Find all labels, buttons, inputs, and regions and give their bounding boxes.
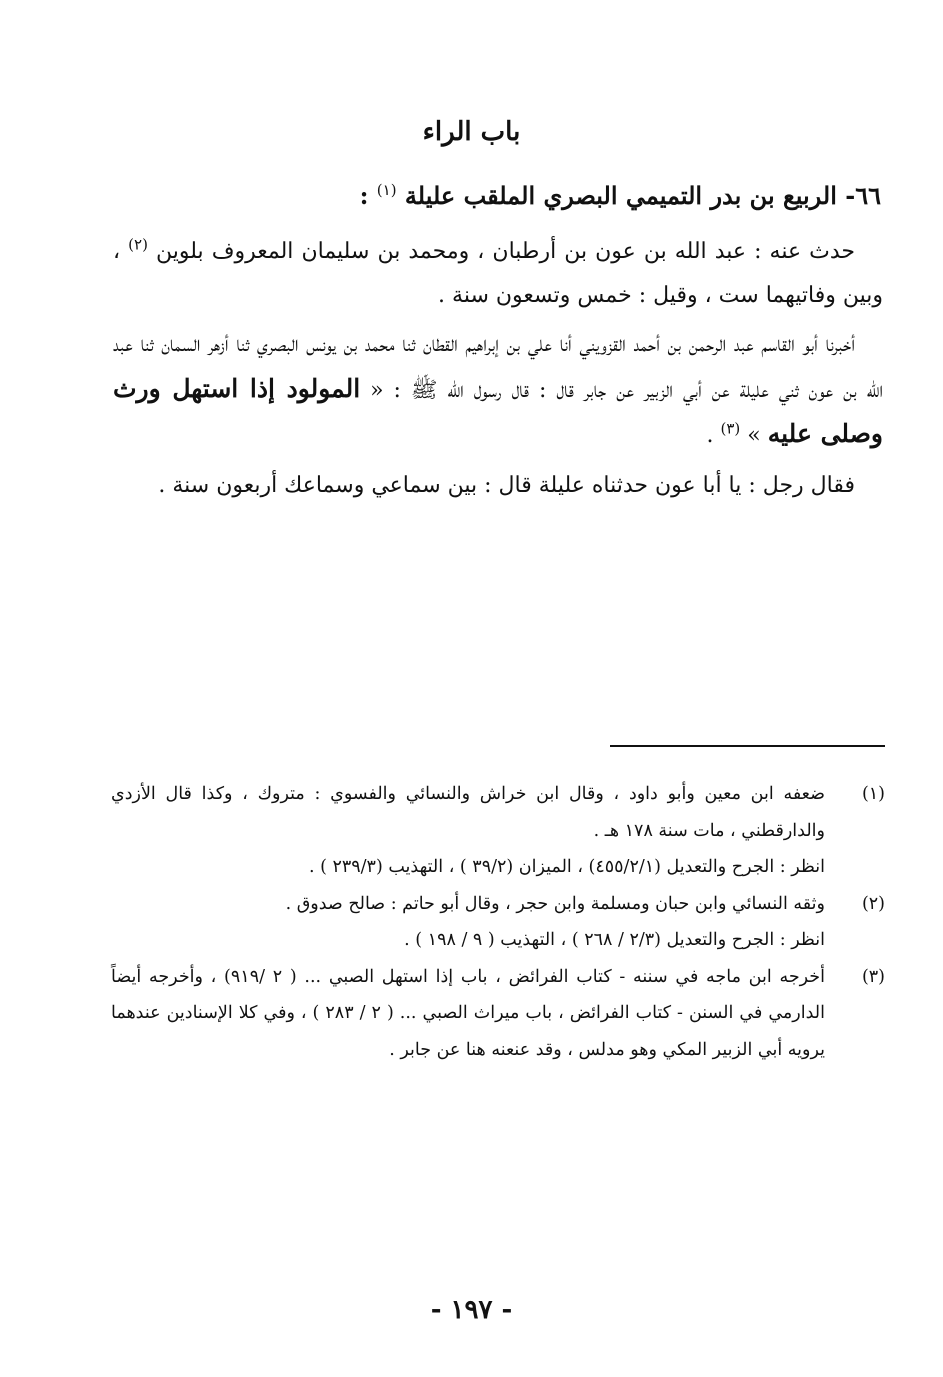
footnote-2: [111, 886, 885, 959]
paragraph-isnad: [113, 323, 883, 458]
hadith-close-quote: »: [740, 423, 768, 448]
footnote-number: (١): [861, 784, 885, 804]
hadith-text: المولود إذا استهل ورث وصلى عليه: [113, 373, 883, 448]
footnote-3: [111, 959, 885, 1069]
entry-heading: [161, 176, 881, 216]
paragraph-narrators: [113, 230, 883, 317]
footnote-line: انظر : الجرح والتعديل (٤٥٥/٢/١) ، الميزان (٣٩/٢ ) ، التهذيب (٢٣٩/٣ ) .: [308, 857, 825, 877]
entry-heading-colon: :: [359, 181, 377, 210]
chapter-title: باب الراء: [422, 117, 521, 147]
footnote-ref-3: (٣): [720, 419, 741, 438]
footnote-ref-1: (١): [376, 181, 397, 199]
page-number: - ١٩٧ -: [430, 1295, 513, 1325]
paragraph-narrators-tail: ، وبين وفاتيهما ست ، وقيل : خمس وتسعون سنة .: [113, 239, 883, 308]
footnote-number: (٢): [861, 893, 885, 914]
body-text: [113, 230, 883, 507]
footnote-ref-2: (٢): [128, 235, 148, 254]
footnote-line: وثقه النسائي وابن حبان ومسلمة وابن حجر ، وقال أبو حاتم : صالح صدوق .: [285, 893, 825, 914]
footnote-line: أخرجه ابن ماجه في سننه - كتاب الفرائض ، باب إذا استهل الصبي ... ( ٢ /٩١٩) ، وأخرجه أيضاً الدارمي في السنن - كتاب الفرائض ، باب ميراث الصبي ... ( ٢ / ٢٨٣ ) ، وفي كلا الإسنادين عندهما يرويه أبي الزبير المكي وهو مدلس ، وقد عنعنه هنا عن جابر .: [111, 966, 825, 1060]
paragraph-remark: فقال رجل : يا أبا عون حدثناه عليلة قال : بين سماعي وسماعك أربعون سنة .: [158, 472, 855, 498]
entry-heading-text: ٦٦- الربيع بن بدر التميمي البصري الملقب عليلة: [404, 181, 881, 210]
footnote-separator: [610, 745, 885, 747]
footnote-number: (٣): [861, 966, 885, 987]
footnotes: [111, 776, 885, 1068]
footnote-line: ضعفه ابن معين وأبو داود ، وقال ابن خراش والنسائي والفسوي : متروك ، وكذا قال الأزدي والدارقطني ، مات سنة ١٧٨ هـ .: [111, 784, 825, 841]
hadith-end: .: [706, 423, 721, 448]
paragraph-isnad-text: أخبرنا أبو القاسم عبد الرحمن بن أحمد القزويني أنا علي بن إبراهيم القطان ثنا محمد بن يونس البصري ثنا أزهر السمان ثنا عبد الله بن عون ثني عليلة عن أبي الزبير عن جابر قال : قال رسول الله ﷺ : «: [113, 332, 883, 403]
footnote-line: انظر : الجرح والتعديل (٢/٣ / ٢٦٨ ) ، التهذيب ( ٩ / ١٩٨ ) .: [404, 930, 825, 950]
paragraph-narrators-text: حدث عنه : عبد الله بن عون بن أرطبان ، ومحمد بن سليمان المعروف بلوين: [156, 239, 856, 264]
footnote-1: [111, 776, 885, 886]
